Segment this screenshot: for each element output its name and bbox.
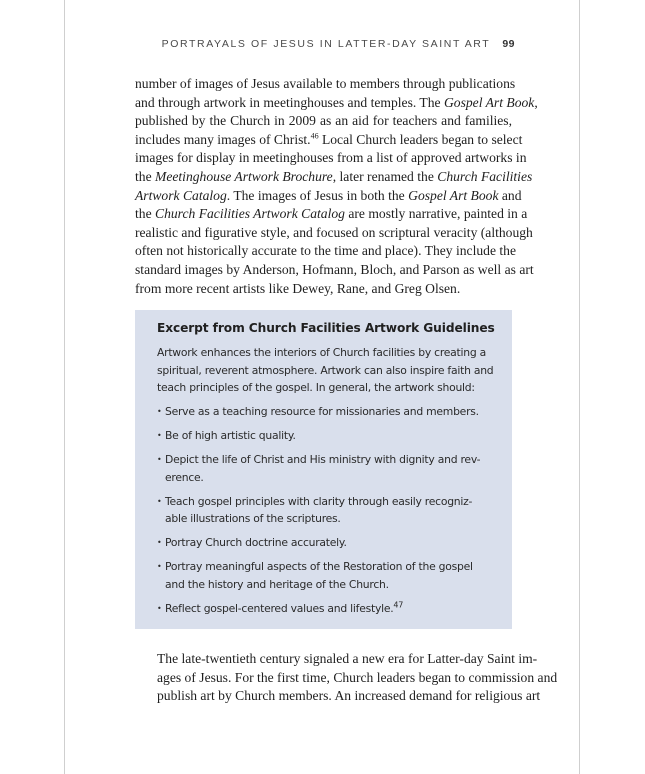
text-line: publish art by Church members. An increased demand for religious art bbox=[157, 688, 541, 704]
list-item: • Teach gospel principles with clarity through easily recogniz- able illustrations of the scriptures. bbox=[157, 493, 498, 528]
list-item: • Depict the life of Christ and His ministry with dignity and rev- erence. bbox=[157, 451, 498, 486]
text-line: the Church Facilities Artwork Catalog are mostly narrative, painted in a bbox=[135, 206, 528, 222]
text-line: the Meetinghouse Artwork Brochure, later renamed the Church Facilities bbox=[135, 168, 533, 184]
text-line: published by the Church in 2009 as an aid for teachers and families, bbox=[135, 113, 512, 129]
running-header bbox=[162, 38, 515, 50]
text-line: realistic and figurative style, and focused on scriptural veracity (although bbox=[135, 224, 533, 240]
page-number: 99 bbox=[502, 38, 515, 50]
list-item: • Be of high artistic quality. bbox=[157, 427, 498, 445]
text-line: includes many images of Christ.$^{46}$ Local Church leaders began to select bbox=[135, 131, 523, 147]
book-title-italic: Gospel Art Book bbox=[408, 187, 499, 203]
book-title-italic: Meetinghouse Artwork Brochure bbox=[155, 168, 333, 184]
guidelines-list bbox=[157, 403, 498, 618]
text-line: often not historically accurate to the time and place). They include the bbox=[135, 243, 516, 259]
text-line: images for display in meetinghouses from a list of approved artworks in bbox=[135, 150, 527, 166]
text-line: standard images by Anderson, Hofmann, Bloch, and Parson as well as art bbox=[135, 261, 534, 277]
book-page bbox=[64, 0, 580, 774]
list-item: • Serve as a teaching resource for missionaries and members. bbox=[157, 403, 498, 421]
book-title-italic: Artwork Catalog bbox=[135, 187, 227, 203]
guidelines-sidebar bbox=[135, 310, 512, 629]
list-item: • Portray Church doctrine accurately. bbox=[157, 534, 498, 552]
text-line: Artwork Catalog. The images of Jesus in both the Gospel Art Book and bbox=[135, 187, 522, 203]
body-paragraph-2 bbox=[135, 650, 558, 706]
footnote-ref-47[interactable]: 47 bbox=[393, 600, 404, 610]
text-line: ages of Jesus. For the first time, Church leaders began to commission and bbox=[157, 669, 558, 685]
running-title: PORTRAYALS OF JESUS IN LATTER-DAY SAINT ART bbox=[161, 38, 491, 50]
list-item: • Reflect gospel-centered values and lifestyle.$^{47}$ bbox=[157, 600, 498, 618]
book-title-italic: Church Facilities bbox=[437, 168, 533, 184]
text-line: and through artwork in meetinghouses and temples. The Gospel Art Book, bbox=[135, 94, 538, 110]
sidebar-intro: Artwork enhances the interiors of Church facilities by creating a spiritual, reverent atmosphere. Artwork can also inspire faith and teach principles of the gospel. In general, the artwork should: bbox=[157, 346, 494, 395]
sidebar-title: Excerpt from Church Facilities Artwork Guidelines bbox=[157, 321, 495, 335]
footnote-ref-46[interactable]: 46 bbox=[310, 131, 319, 141]
book-title-italic: Gospel Art Book bbox=[443, 94, 535, 110]
text-line: The late-twentieth century signaled a new era for Latter-day Saint im- bbox=[157, 651, 538, 666]
list-item: • Portray meaningful aspects of the Restoration of the gospel and the history and heritage of the Church. bbox=[157, 558, 498, 593]
text-line: from more recent artists like Dewey, Rane, and Greg Olsen. bbox=[135, 280, 461, 296]
body-paragraph-1 bbox=[135, 75, 538, 298]
book-title-italic: Church Facilities Artwork Catalog bbox=[155, 206, 345, 222]
text-line: number of images of Jesus available to members through publications bbox=[135, 76, 516, 91]
